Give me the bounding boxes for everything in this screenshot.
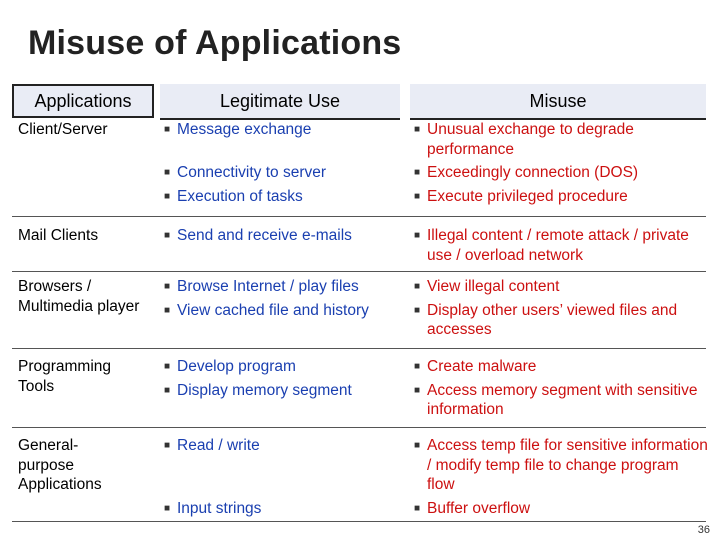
misuse-item: ■ Illegal content / remote attack / private use / overload network [414,227,689,264]
header-misuse: Misuse [410,84,706,120]
slide-title: Misuse of Applications [28,24,402,62]
app-cell: Mail Clients [18,227,99,244]
legit-item: ■ Message exchange [164,121,312,138]
header-applications: Applications [12,84,154,118]
misuse-item: ■ Create malware ■ Access memory segment with sensitive information [414,358,698,418]
app-cell: General-purpose Applications [18,437,102,493]
row-divider [12,348,706,349]
row-divider [12,216,706,217]
legit-item: ■ Send and receive e-mails [164,227,352,244]
app-cell: Programming Tools [18,358,112,395]
legit-item: ■ Input strings [164,500,262,517]
legit-item: ■ Develop program ■ Display memory segment [164,358,352,399]
header-legitimate-use: Legitimate Use [160,84,400,120]
misuse-item: ■ Unusual exchange to degrade performance ■ Exceedingly connection (DOS) ■ Execute privileged procedure [414,121,639,205]
app-cell: Browsers / Multimedia player [18,278,140,315]
legit-item: ■ Browse Internet / play files ■ View cached file and history [164,278,369,319]
page-number: 36 [697,524,710,536]
row-divider [12,427,706,428]
legit-item: ■ Connectivity to server ■ Execution of tasks [164,164,327,205]
row-divider [12,271,706,272]
table-bottom-border [12,521,706,522]
legit-item: ■ Read / write [164,437,260,454]
misuse-item: ■ Access temp file for sensitive information / modify temp file to change program flow ■ Buffer overflow [414,437,708,517]
misuse-item: ■ View illegal content ■ Display other users’ viewed files and accesses [414,278,678,338]
app-cell: Client/Server [18,121,108,138]
